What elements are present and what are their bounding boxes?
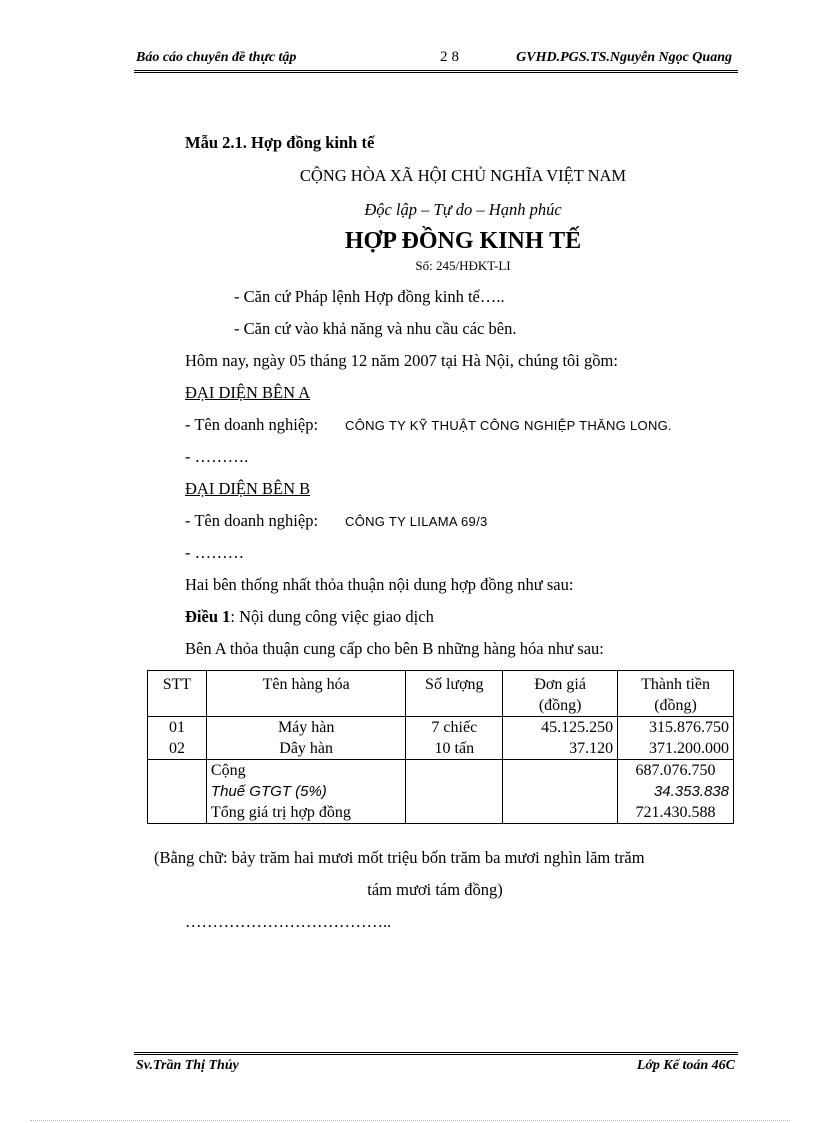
- sum-value: 687.076.750: [618, 760, 734, 782]
- row-price: 37.120: [503, 738, 618, 760]
- grand-total-label: Tổng giá trị hợp đồng: [206, 802, 405, 824]
- table-header-row: [148, 671, 734, 717]
- article-1-label: Điều 1: [185, 607, 231, 626]
- row-amount: 371.200.000: [618, 738, 734, 760]
- date-line: Hôm nay, ngày 05 tháng 12 năm 2007 tại Hà Nội, chúng tôi gồm:: [185, 351, 618, 370]
- document-title: HỢP ĐỒNG KINH TẾ: [344, 228, 582, 254]
- footer-rule-2: [134, 1054, 738, 1055]
- row-name: Máy hàn: [206, 717, 405, 739]
- sum-row: [148, 760, 734, 782]
- header-amount-l2: (đồng): [654, 697, 697, 714]
- header-amount: [618, 671, 734, 717]
- header-price-l2: (đồng): [538, 697, 582, 714]
- agreement-line: Hai bên thống nhất thỏa thuận nội dung hợp đồng như sau:: [185, 575, 574, 594]
- header-qty: Số lượng: [406, 671, 503, 717]
- page-edge: [30, 1120, 790, 1121]
- party-a-heading: ĐẠI DIỆN BÊN A: [185, 383, 311, 402]
- vat-row: [148, 781, 734, 802]
- row-qty: 7 chiếc: [406, 717, 503, 739]
- footer-rule: [134, 1052, 738, 1053]
- header-price-l1: Đơn giá: [534, 676, 586, 693]
- page-number: 28: [440, 49, 463, 65]
- row-qty: 10 tấn: [406, 738, 503, 760]
- row-stt: 02: [148, 738, 207, 760]
- header-amount-l1: Thành tiền: [641, 676, 710, 693]
- table-row: [148, 717, 734, 739]
- grand-total-value: 721.430.588: [618, 802, 734, 824]
- form-label: Mẫu 2.1. Hợp đồng kinh tế: [185, 133, 375, 152]
- party-b-label: - Tên doanh nghiệp:: [185, 511, 319, 530]
- party-b-name: CÔNG TY LILAMA 69/3: [345, 514, 488, 529]
- grand-total-row: [148, 802, 734, 824]
- header-left: Báo cáo chuyên đề thực tập: [136, 50, 297, 65]
- header-rule-2: [134, 72, 738, 73]
- header-stt: STT: [148, 671, 207, 717]
- footer-right: Lớp Kế toán 46C: [636, 1058, 735, 1073]
- motto: Độc lập – Tự do – Hạnh phúc: [364, 200, 562, 219]
- party-b-more: - ………: [185, 543, 245, 562]
- party-a-more: - ……….: [185, 447, 249, 466]
- sum-label: Cộng: [206, 760, 405, 782]
- amount-in-words-line-1: (Bằng chữ: bảy trăm hai mươi mốt triệu bốn trăm ba mươi nghìn lăm trăm: [154, 848, 645, 867]
- party-b-heading: ĐẠI DIỆN BÊN B: [185, 479, 311, 498]
- row-stt: 01: [148, 717, 207, 739]
- goods-table: [147, 670, 734, 824]
- amount-in-words-line-2: tám mươi tám đồng): [367, 880, 503, 899]
- row-price: 45.125.250: [503, 717, 618, 739]
- basis-2: - Căn cứ vào khả năng và nhu cầu các bên.: [234, 319, 517, 338]
- vat-label: Thuế GTGT (5%): [206, 781, 405, 802]
- table-row: [148, 738, 734, 760]
- basis-1: - Căn cứ Pháp lệnh Hợp đồng kinh tế…..: [234, 287, 505, 306]
- article-1: [185, 607, 434, 627]
- header-right: GVHD.PGS.TS.Nguyễn Ngọc Quang: [516, 50, 732, 65]
- header-rule: [134, 70, 738, 71]
- article-1-text: : Nội dung công việc giao dịch: [230, 607, 434, 626]
- row-amount: 315.876.750: [618, 717, 734, 739]
- header-name: Tên hàng hóa: [206, 671, 405, 717]
- trailing-ellipsis: ………………………………..: [185, 912, 392, 931]
- document-number: Số: 245/HĐKT-LI: [415, 258, 511, 273]
- party-a-name: CÔNG TY KỸ THUẬT CÔNG NGHIỆP THĂNG LONG.: [345, 418, 672, 433]
- vat-value: 34.353.838: [618, 781, 734, 802]
- nation-title: CỘNG HÒA XÃ HỘI CHỦ NGHĨA VIỆT NAM: [299, 166, 627, 185]
- footer-left: Sv.Trần Thị Thúy: [136, 1058, 239, 1073]
- row-name: Dây hàn: [206, 738, 405, 760]
- supply-line: Bên A thỏa thuận cung cấp cho bên B những hàng hóa như sau:: [185, 639, 604, 658]
- header-price: [503, 671, 618, 717]
- party-a-label: - Tên doanh nghiệp:: [185, 415, 319, 434]
